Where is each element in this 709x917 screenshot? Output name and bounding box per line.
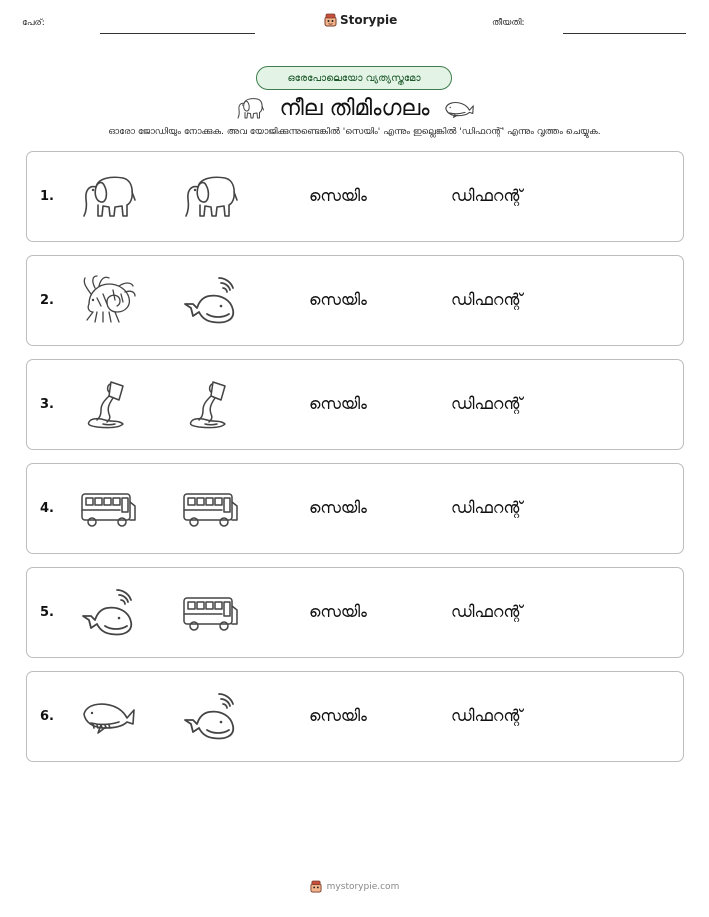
instructions: ഓരോ ജോഡിയും നോക്കുക. അവ യോജിക്കുന്നുണ്ടെങ്കിൽ 'സെയിം' എന്നും ഇല്ലെങ്കിൽ 'ഡിഫറന്റ്' എന്നും വൃത്തം ചെയ്യുക. bbox=[108, 127, 601, 137]
brand bbox=[324, 13, 397, 27]
brand-name: Storypie bbox=[340, 13, 398, 27]
whale-spout-icon bbox=[79, 586, 137, 638]
question-number: 6. bbox=[40, 709, 54, 724]
bus-icon bbox=[181, 586, 239, 638]
date-input-line[interactable] bbox=[563, 33, 686, 34]
name-label: പേര്: bbox=[22, 18, 45, 28]
title-row bbox=[0, 92, 709, 124]
shrimp-icon bbox=[79, 274, 137, 326]
question-card-6 bbox=[26, 671, 684, 762]
storypie-mascot-icon bbox=[324, 13, 337, 27]
whale-spout-icon bbox=[181, 274, 239, 326]
different-option[interactable]: ഡിഫറന്റ് bbox=[451, 602, 523, 621]
bus-icon bbox=[79, 482, 137, 534]
question-card-2 bbox=[26, 255, 684, 346]
elephant-icon bbox=[79, 170, 137, 222]
blue-whale-icon bbox=[79, 690, 137, 742]
same-option[interactable]: സെയിം bbox=[309, 602, 367, 621]
question-card-5 bbox=[26, 567, 684, 658]
different-option[interactable]: ഡിഫറന്റ് bbox=[451, 498, 523, 517]
question-number: 2. bbox=[40, 293, 54, 308]
worksheet-title: നീല തിമിംഗലം bbox=[279, 95, 430, 121]
same-option[interactable]: സെയിം bbox=[309, 186, 367, 205]
same-option[interactable]: സെയിം bbox=[309, 290, 367, 309]
question-card-3 bbox=[26, 359, 684, 450]
question-number: 4. bbox=[40, 501, 54, 516]
elephant-icon bbox=[181, 170, 239, 222]
name-input-line[interactable] bbox=[100, 33, 255, 34]
question-card-4 bbox=[26, 463, 684, 554]
footer-website[interactable]: mystorypie.com bbox=[326, 881, 400, 892]
different-option[interactable]: ഡിഫറന്റ് bbox=[451, 186, 523, 205]
elephant-icon bbox=[234, 95, 266, 121]
whale-spout-icon bbox=[181, 690, 239, 742]
question-number: 3. bbox=[40, 397, 54, 412]
pouring-pitcher-icon bbox=[79, 378, 137, 430]
different-option[interactable]: ഡിഫറന്റ് bbox=[451, 706, 523, 725]
different-option[interactable]: ഡിഫറന്റ് bbox=[451, 394, 523, 413]
date-label: തീയതി: bbox=[492, 18, 525, 28]
whale-icon bbox=[443, 97, 475, 119]
pouring-pitcher-icon bbox=[181, 378, 239, 430]
bus-icon bbox=[181, 482, 239, 534]
footer bbox=[0, 880, 709, 893]
question-card-1 bbox=[26, 151, 684, 242]
same-option[interactable]: സെയിം bbox=[309, 498, 367, 517]
storypie-mascot-icon bbox=[310, 880, 322, 893]
question-number: 5. bbox=[40, 605, 54, 620]
different-option[interactable]: ഡിഫറന്റ് bbox=[451, 290, 523, 309]
same-option[interactable]: സെയിം bbox=[309, 394, 367, 413]
topic-badge: ഒരേപോലെയോ വ്യത്യസ്തമോ bbox=[256, 66, 452, 90]
same-option[interactable]: സെയിം bbox=[309, 706, 367, 725]
question-number: 1. bbox=[40, 189, 54, 204]
